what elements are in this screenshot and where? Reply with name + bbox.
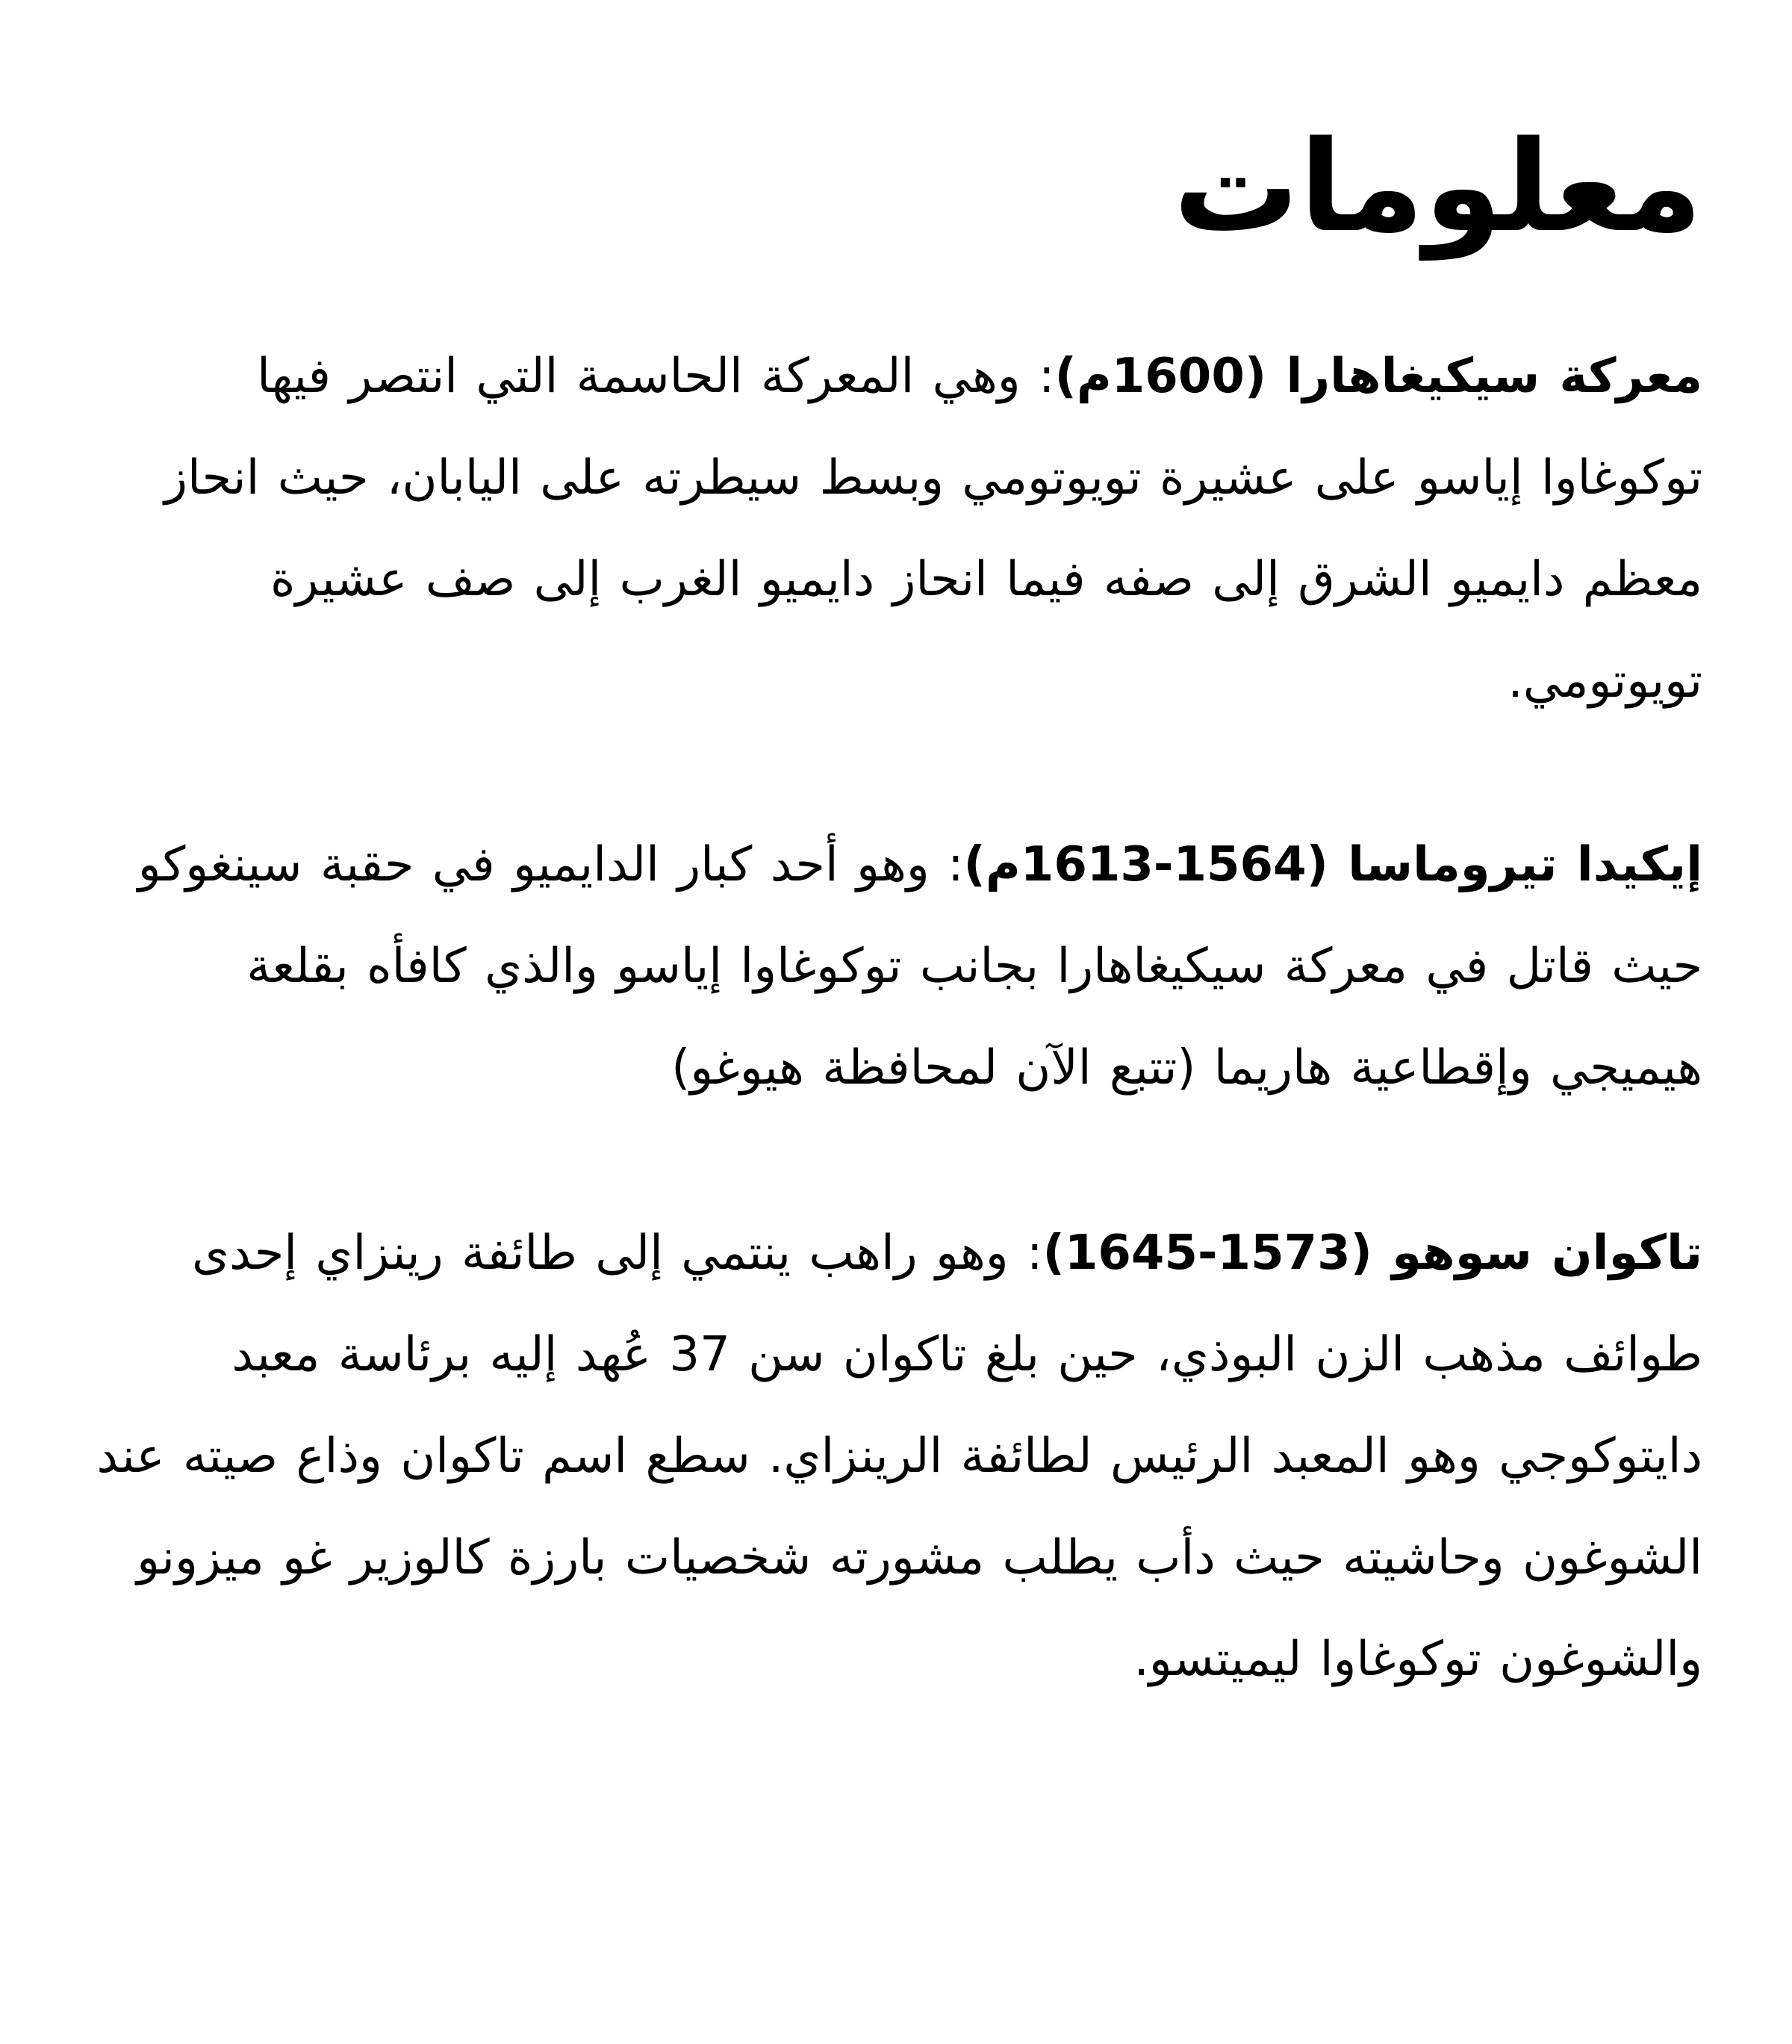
entry-term: إيكيدا تيروماسا (1564-1613م) <box>963 837 1702 892</box>
entry-text: وهو أحد كبار الدايميو في حقبة سينغوكو حيث قاتل في معركة سيكيغاهارا بجانب توكوغاوا إياسو والذي كافأه بقلعة هيميجي وإقطاعية هاريما (تتبع الآن لمحافظة هيوغو) <box>137 837 1702 1096</box>
entry-sekigahara <box>90 326 1702 732</box>
entry-separator: : <box>929 837 964 892</box>
entry-term: تاكوان سوهو (1573-1645) <box>1042 1226 1702 1281</box>
entry-text: وهي المعركة الحاسمة التي انتصر فيها توكوغاوا إياسو على عشيرة تويوتومي وبسط سيطرته على اليابان، حيث انحاز معظم دايميو الشرق إلى صفه فيما انحاز دايميو الغرب إلى صف عشيرة تويوتومي. <box>164 349 1702 709</box>
entry-separator: : <box>1020 349 1055 404</box>
entry-text: وهو راهب ينتمي إلى طائفة رينزاي إحدى طوائف مذهب الزن البوذي، حين بلغ تاكوان سن 37 عُهد إليه برئاسة معبد دايتوكوجي وهو المعبد الرئيس لطائفة الرينزاي. سطع اسم تاكوان وذاع صيته عند الشوغون وحاشيته حيث دأب يطلب مشورته شخصيات بارزة كالوزير غو ميزونو والشوغون توكوغاوا ليميتسو. <box>96 1226 1702 1687</box>
page-title: معلومات <box>1173 114 1702 260</box>
entry-separator: : <box>1008 1226 1043 1281</box>
entry-takuan-soho <box>90 1202 1702 1710</box>
entry-ikeda-terumasa <box>90 814 1702 1119</box>
entry-term: معركة سيكيغاهارا (1600م) <box>1054 349 1702 404</box>
